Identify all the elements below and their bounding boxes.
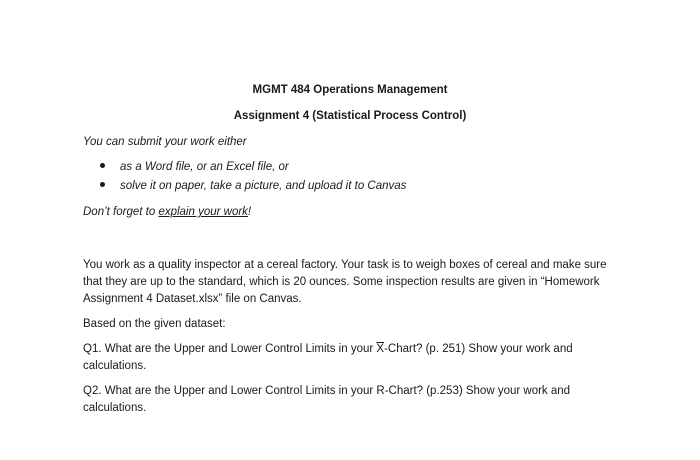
- question-1: [83, 341, 623, 375]
- q1-suffix: -Chart? (p. 251) Show your work and calculations.: [83, 343, 573, 372]
- bullet-icon: [100, 182, 105, 187]
- submission-option-1: [100, 161, 289, 173]
- x-bar-symbol: $\overline{X}$: [376, 343, 385, 355]
- reminder-prefix: Don’t forget to: [83, 206, 159, 218]
- question-2: Q2. What are the Upper and Lower Control Limits in your R-Chart? (p.253) Show your work and calculations.: [83, 385, 571, 414]
- submission-intro: You can submit your work either: [83, 136, 247, 148]
- course-title: MGMT 484 Operations Management: [252, 84, 448, 96]
- reminder-suffix: !: [247, 206, 252, 218]
- reminder-emphasis: explain your work: [158, 206, 248, 218]
- reminder-line: [83, 206, 251, 218]
- assignment-title: Assignment 4 (Statistical Process Control): [233, 110, 467, 122]
- submission-option-2: [100, 180, 406, 192]
- q1-prefix: Q1. What are the Upper and Lower Control Limits in your: [83, 343, 377, 355]
- based-on-line: Based on the given dataset:: [83, 318, 226, 330]
- bullet-icon: [100, 163, 105, 168]
- submission-option-text: as a Word file, or an Excel file, or: [120, 161, 289, 173]
- submission-option-text: solve it on paper, take a picture, and upload it to Canvas: [120, 180, 407, 192]
- scenario-paragraph: You work as a quality inspector at a cereal factory. Your task is to weigh boxes of cereal and make sure that they are up to the standard, which is 20 ounces. Some inspection results are given in “Homework Assignment 4 Dataset.xlsx” file on Canvas.: [83, 259, 607, 305]
